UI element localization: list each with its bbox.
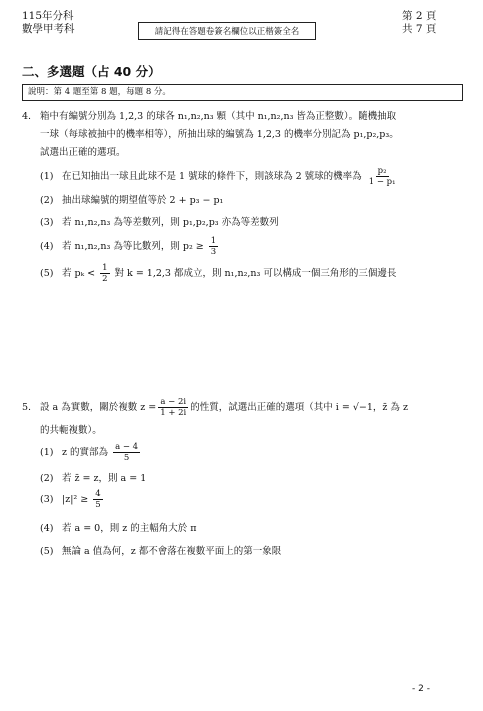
q5-option-1: [40, 442, 142, 463]
q4-option-5: [40, 263, 396, 284]
fraction: [93, 489, 102, 510]
denominator: 1 − p₁: [368, 177, 396, 187]
option-text: 抽出球編號的期望值等於 2 + p₃ − p₁: [62, 195, 224, 206]
numerator: 1: [102, 263, 108, 273]
option-text: 若 n₁,n₂,n₃ 為等比數列，則 p₂ ≥: [62, 241, 204, 252]
denominator: 5: [123, 453, 130, 463]
total-pages: 共 7 頁: [402, 23, 437, 35]
page-number: - 2 -: [412, 684, 430, 694]
option-text: 若 pₖ <: [62, 268, 96, 279]
option-text: z 的實部為: [62, 447, 109, 458]
option-text: 若 a = 0，則 z 的主幅角大於 π: [62, 523, 197, 534]
numerator: 1: [210, 236, 217, 246]
numerator: p₂: [377, 166, 387, 176]
option-label: (1): [40, 447, 54, 458]
exam-year: 115年分科: [22, 10, 74, 22]
fraction: [209, 236, 218, 257]
option-text: |z|² ≥: [62, 494, 89, 505]
numerator: 4: [95, 489, 101, 499]
option-text: 在已知抽出一球且此球不是 1 號球的條件下，則該球為 2 號球的機率為: [62, 171, 362, 182]
option-text: 無論 a 值為何，z 都不會落在複數平面上的第一象限: [62, 546, 282, 557]
question-stem: 設 a 為實數，關於複數 z =: [40, 401, 157, 413]
option-label: (5): [40, 268, 54, 279]
question-stem: 一球（每球被抽中的機率相等），所抽出球的編號為 1,2,3 的機率分別記為 p₁,p₂,p₃。: [40, 129, 399, 140]
question-4: [22, 108, 463, 162]
q4-option-2: [40, 192, 223, 206]
fraction: [158, 397, 188, 418]
fraction: [113, 442, 140, 463]
numerator: a − 2i: [160, 397, 187, 407]
numerator: a − 4: [115, 442, 139, 452]
question-number: 4.: [22, 111, 32, 122]
denominator: 5: [95, 500, 101, 510]
exam-title: [22, 10, 75, 36]
q5-option-5: [40, 543, 281, 557]
option-text: 對 k = 1,2,3 都成立，則 n₁,n₂,n₃ 可以構成一個三角形的三個邊長: [114, 268, 397, 279]
option-label: (4): [40, 241, 54, 252]
signature-notice: 請記得在答題卷簽名欄位以正楷簽全名: [138, 22, 316, 40]
option-label: (3): [40, 217, 54, 228]
section-title: 二、多選題（占 40 分）: [22, 64, 161, 79]
option-label: (2): [40, 195, 54, 206]
q5-option-4: [40, 520, 197, 534]
section-note: 說明：第 4 題至第 8 題，每題 8 分。: [22, 84, 463, 101]
option-label: (4): [40, 523, 54, 534]
question-stem: 的性質，試選出正確的選項（其中 i = √−1，z̄ 為 z: [190, 401, 408, 413]
current-page: 第 2 頁: [402, 10, 437, 22]
denominator: 1 + 2i: [160, 408, 187, 418]
exam-subject: 數學甲考科: [22, 23, 75, 35]
page-indicator: [402, 10, 436, 36]
question-5: [22, 397, 463, 440]
denominator: 3: [210, 247, 217, 257]
q4-option-1: [40, 166, 400, 187]
q5-option-2: [40, 470, 146, 484]
option-label: (1): [40, 171, 54, 182]
fraction: [100, 263, 109, 284]
q4-option-4: [40, 236, 220, 257]
question-stem: 箱中有編號分別為 1,2,3 的球各 n₁,n₂,n₃ 顆（其中 n₁,n₂,n₃ 皆為正整數）。隨機抽取: [40, 111, 397, 122]
fraction: [367, 166, 398, 187]
option-label: (3): [40, 494, 54, 505]
option-text: 若 z̄ = z，則 a = 1: [62, 473, 147, 484]
q5-option-3: [40, 489, 105, 510]
question-number: 5.: [22, 401, 32, 413]
option-label: (2): [40, 473, 54, 484]
q4-option-3: [40, 214, 279, 228]
question-stem: 的共軛複數）。: [40, 425, 102, 436]
denominator: 2: [102, 274, 108, 284]
option-label: (5): [40, 546, 54, 557]
option-text: 若 n₁,n₂,n₃ 為等差數列，則 p₁,p₂,p₃ 亦為等差數列: [62, 217, 279, 228]
question-stem: 試選出正確的選項。: [40, 147, 126, 158]
